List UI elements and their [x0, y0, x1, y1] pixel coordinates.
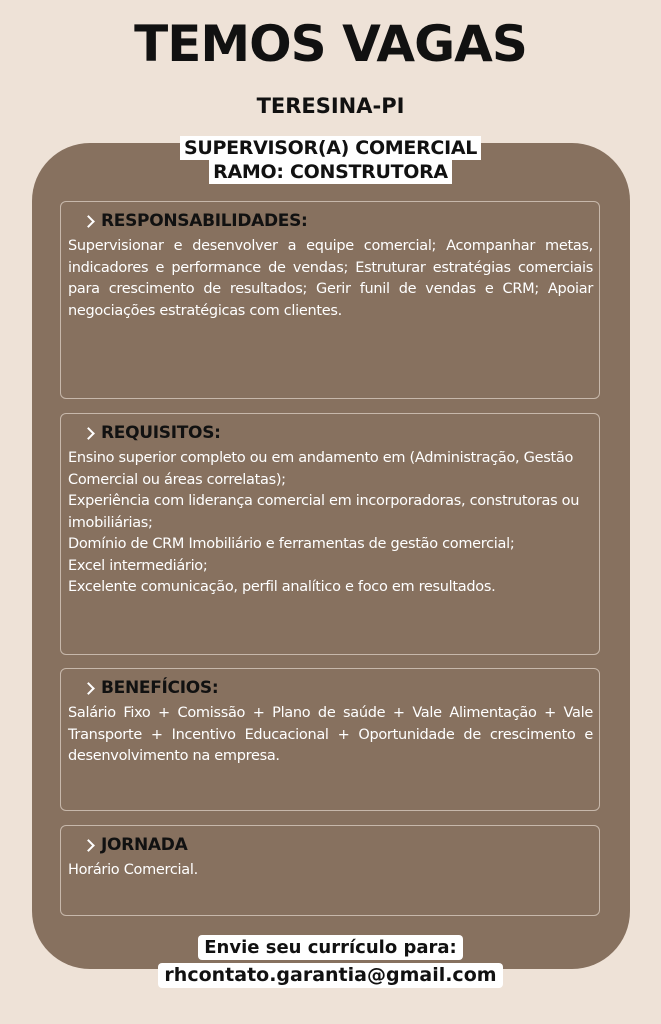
chevron-right-icon	[82, 427, 95, 440]
list-item: Excel intermediário;	[68, 557, 208, 574]
chevron-right-icon	[82, 682, 95, 695]
requirements-list	[68, 448, 593, 599]
city-label: TERESINA-PI	[256, 94, 405, 118]
section-title: RESPONSABILIDADES:	[101, 211, 308, 231]
chevron-right-icon	[82, 215, 95, 228]
job-title-line1: SUPERVISOR(A) COMERCIAL	[180, 136, 481, 160]
list-item: Experiência com liderança comercial em incorporadoras, construtoras ou imobiliárias;	[68, 493, 580, 531]
headline: TEMOS VAGAS	[134, 15, 527, 73]
contact-email[interactable]: rhcontato.garantia@gmail.com	[158, 963, 502, 988]
cta-label: Envie seu currículo para:	[198, 935, 462, 960]
section-title: REQUISITOS:	[101, 423, 221, 443]
section-title: BENEFÍCIOS:	[101, 678, 219, 698]
list-item: Domínio de CRM Imobiliário e ferramentas de gestão comercial;	[68, 536, 515, 552]
section-body: Salário Fixo + Comissão + Plano de saúde + Vale Alimentação + Vale Transporte + Incentivo Educacional + Oportunidade de crescimento e desenvolvimento na empresa.	[68, 705, 593, 764]
section-body: Supervisionar e desenvolver a equipe comercial; Acompanhar metas, indicadores e performance de vendas; Estruturar estratégias comerciais para crescimento de resultados; Gerir funil de vendas e CRM; Apoiar negociações estratégicas com clientes.	[68, 238, 593, 319]
section-jornada	[60, 825, 600, 916]
section-requisitos	[60, 413, 600, 655]
section-responsabilidades	[60, 201, 600, 399]
section-body: Horário Comercial.	[68, 862, 198, 878]
job-title-label	[0, 136, 661, 184]
job-title-line2: RAMO: CONSTRUTORA	[209, 160, 452, 184]
list-item: Excelente comunicação, perfil analítico e foco em resultados.	[68, 579, 496, 595]
list-item: Ensino superior completo ou em andamento em (Administração, Gestão Comercial ou áreas correlatas);	[68, 450, 574, 488]
section-beneficios	[60, 668, 600, 811]
chevron-right-icon	[82, 839, 95, 852]
cta-block	[0, 935, 661, 988]
section-title: JORNADA	[101, 835, 188, 855]
